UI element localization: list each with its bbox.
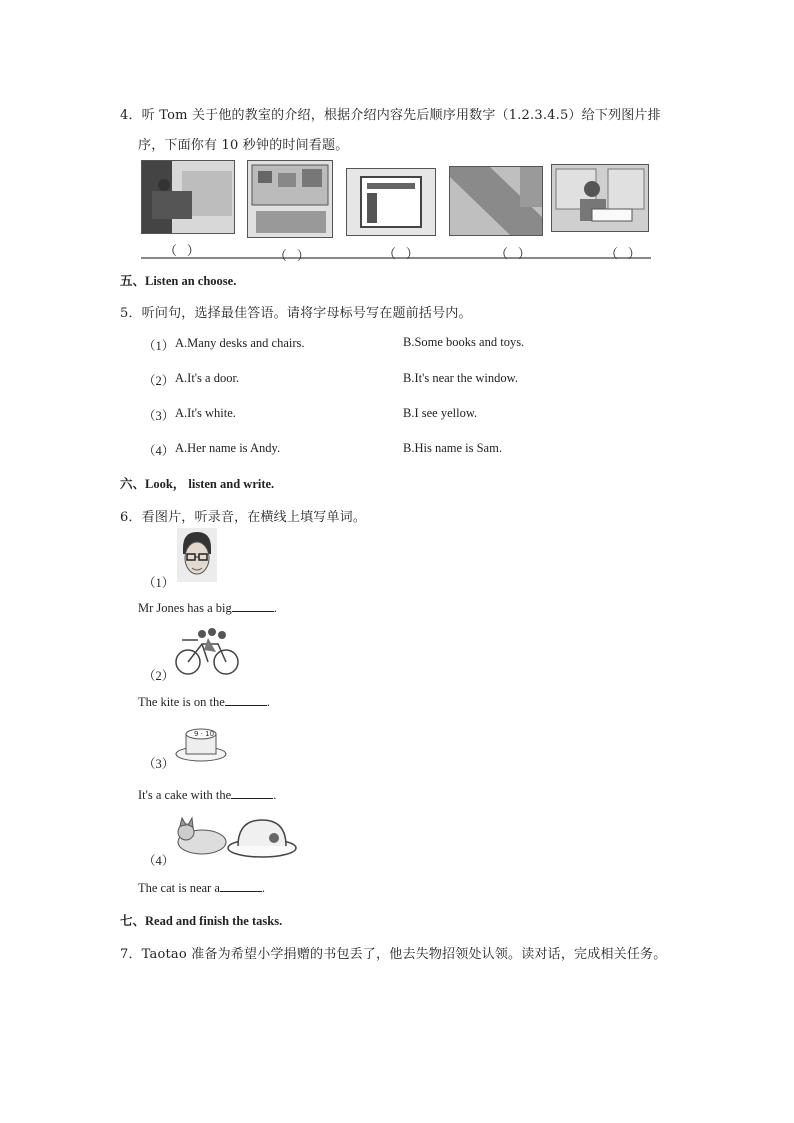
answer-paren-3: （ ） <box>383 246 419 261</box>
s5-item4-option-b: B.His name is Sam. <box>403 441 502 455</box>
s5-item2-option-b: B.It's near the window. <box>403 371 518 385</box>
section5-heading: 五、Listen an choose. <box>120 274 237 288</box>
s5-item2-option-a: A.It's a door. <box>175 371 240 385</box>
classroom-picture-2 <box>247 160 333 238</box>
bicycle-kite-picture <box>172 626 244 678</box>
s6-item3-blank[interactable] <box>231 786 273 799</box>
section6-instruction: 6．看图片，听录音，在横线上填写单词。 <box>120 510 367 525</box>
s6-item2-num: （2） <box>143 669 175 683</box>
s5-item1-option-b: B.Some books and toys. <box>403 335 525 349</box>
s6-item1-num: （1） <box>143 576 175 590</box>
man-with-glasses-picture <box>177 528 217 582</box>
classroom-picture-4 <box>449 166 543 236</box>
s6-item1-blank[interactable] <box>232 599 274 612</box>
s6-item2-sentence <box>138 693 270 710</box>
s6-item4-text: The cat is near a <box>138 881 220 895</box>
s6-item1-text: Mr Jones has a big <box>138 601 232 615</box>
s6-item2-period: . <box>266 695 270 709</box>
section5-instruction: 5．听问句，选择最佳答语。请将字母标号写在题前括号内。 <box>120 306 472 321</box>
s6-item4-sentence <box>138 879 265 896</box>
svg-text:9 · 10: 9 · 10 <box>194 730 215 738</box>
section7-instruction: 7．Taotao 准备为希望小学捐赠的书包丢了，他去失物招领处认领。读对话，完成相关任务。 <box>120 947 667 962</box>
s6-item4-blank[interactable] <box>220 879 262 892</box>
s5-item2-num: （2） <box>143 374 175 388</box>
answer-paren-1: （ ） <box>164 243 200 258</box>
q4-line1: 4．听 Tom 关于他的教室的介绍，根据介绍内容先后顺序用数字（1.2.3.4.5）给下列图片排 <box>120 108 661 123</box>
s6-item1-sentence <box>138 599 277 616</box>
cake-picture <box>174 724 228 764</box>
classroom-picture-1 <box>141 160 235 234</box>
s6-item3-num: （3） <box>143 757 175 771</box>
s6-item4-period: . <box>261 881 266 895</box>
s6-item3-sentence <box>138 786 276 803</box>
s5-item4-num: （4） <box>143 444 175 458</box>
classroom-picture-5 <box>551 164 649 232</box>
s6-item4-num: （4） <box>143 854 175 868</box>
answer-paren-2: （ ） <box>274 248 310 263</box>
s5-item4-option-a: A.Her name is Andy. <box>175 441 281 455</box>
s5-item3-option-b: B.I see yellow. <box>403 406 478 420</box>
section7-heading: 七、Read and finish the tasks. <box>120 914 283 928</box>
s5-item3-num: （3） <box>143 409 175 423</box>
answer-paren-5: （ ） <box>605 246 641 261</box>
answer-paren-4: （ ） <box>495 246 531 261</box>
s5-item3-option-a: A.It's white. <box>175 406 236 420</box>
section6-heading: 六、Look， listen and write. <box>120 477 275 491</box>
cat-and-hat-picture <box>174 812 298 862</box>
s6-item2-text: The kite is on the <box>138 695 225 709</box>
s6-item1-period: . <box>273 601 277 615</box>
s6-item3-text: It's a cake with the <box>138 788 232 802</box>
s6-item2-blank[interactable] <box>225 693 267 706</box>
classroom-picture-3 <box>346 168 436 236</box>
s6-item3-period: . <box>273 788 277 802</box>
s5-item1-num: （1） <box>143 339 175 353</box>
s5-item1-option-a: A.Many desks and chairs. <box>175 336 305 350</box>
q4-line2: 序，下面你有 10 秒钟的时间看题。 <box>138 138 349 153</box>
